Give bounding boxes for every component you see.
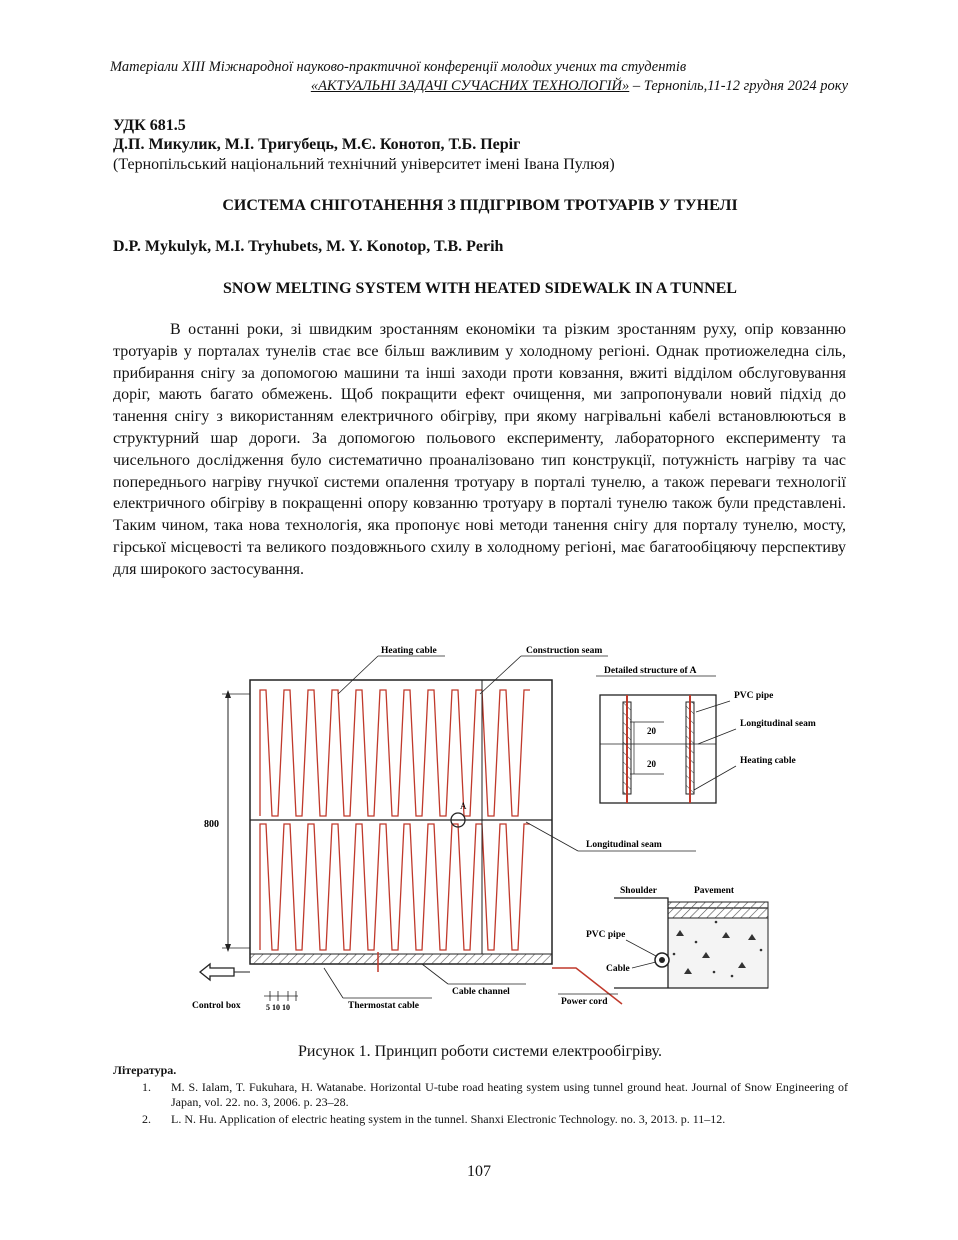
reference-item (142, 1112, 848, 1127)
cable-label: Cable (606, 964, 630, 974)
leader-line (480, 656, 521, 694)
title-ukrainian: СИСТЕМА СНІГОТАНЕННЯ З ПІДІГРІВОМ ТРОТУАРІВ У ТУНЕЛІ (222, 197, 738, 214)
control-box-arrow-icon (200, 964, 234, 980)
affiliation: (Тернопільський національний технічний університет імені Івана Пулюя) (113, 156, 615, 173)
detailed-structure-label: Detailed structure of A (604, 666, 697, 676)
detail-dim-20-b: 20 (647, 759, 656, 769)
conference-place-date: – Тернопіль,11-12 грудня 2024 року (629, 78, 848, 94)
heating-cable-top-label: Heating cable (381, 646, 437, 656)
pavement-label: Pavement (694, 886, 735, 896)
figure-diagram (186, 632, 856, 1016)
running-header-line2 (110, 77, 848, 96)
leader-line (422, 964, 448, 984)
leader-line (626, 940, 656, 956)
leader-line (696, 701, 730, 712)
detail-dim-20-a: 20 (647, 726, 656, 736)
reference-number: 2. (142, 1112, 151, 1126)
references-title: Література. (113, 1063, 177, 1077)
heating-cable-loop (260, 824, 530, 950)
references-list (142, 1080, 848, 1129)
title-english: SNOW MELTING SYSTEM WITH HEATED SIDEWALK IN A TUNNEL (223, 280, 737, 297)
thermostat-cable-label: Thermostat cable (348, 1001, 419, 1011)
cable-channel-label: Cable channel (452, 987, 510, 997)
spacing-dims-label: 5 10 10 (266, 1003, 290, 1012)
heating-cable-loop (260, 690, 530, 816)
leader-line (338, 656, 378, 694)
heating-cable-detail-label: Heating cable (740, 756, 796, 766)
reference-number: 1. (142, 1080, 151, 1094)
longitudinal-seam-detail-label: Longitudinal seam (740, 719, 816, 729)
figure-caption: Рисунок 1. Принцип роботи системи електрообігріву. (297, 1043, 663, 1060)
section-pavement-layer (668, 902, 768, 918)
leader-line (698, 729, 736, 744)
power-cord-label: Power cord (561, 997, 608, 1007)
abstract-paragraph: В останні роки, зі швидким зростанням економіки та різким зростанням руху, опір ковзанню тротуарів у порталах тунелів стає все більш важливим у холодному регіоні. Однак протиожеледна сіль, прибирання снігу за допомогою машини та інші заходи проти ковзання, вжиті відділом обслуговування доріг, мають багато обмежень. Щоб покращити ефект очищення, ми запропонували новий підхід до танення снігу з використанням електричного обігріву, при якому нагрівальні кабелі встановлюються в структурний шар дороги. За допомогою польового експерименту, лабораторного експерименту та чисельного дослідження було систематично проаналізовано тип конструкції, потужність нагріву та час попереднього нагріву гнучкої системи опалення тротуару в порталі тунелю, а також переваги технології електричного обігріву в покращенні опору ковзанню тротуару в порталі тунелю також були представлені. Таким чином, така нова технологія, яка пропонує нові методи танення снігу для порталу тунелю, мосту, гірської місцевості та великого поздовжнього схилу в холодному регіоні, має багатообіцяючу перспективу для широкого застосування. (113, 321, 846, 578)
shoulder-label: Shoulder (620, 886, 657, 896)
section-concrete-layer (668, 918, 768, 988)
reference-text: L. N. Hu. Application of electric heating system in the tunnel. Shanxi Electronic Technology. no. 3, 2013. p. 11–12. (171, 1112, 726, 1126)
pvc-pipe-detail-label: PVC pipe (734, 691, 774, 701)
pvc-pipe-section-label: PVC pipe (586, 930, 626, 940)
construction-seam-label: Construction seam (526, 646, 603, 656)
authors-english: D.P. Mykulyk, M.I. Tryhubets, M. Y. Konotop, T.B. Perih (113, 238, 504, 255)
longitudinal-seam-label: Longitudinal seam (586, 840, 662, 850)
reference-text: M. S. Ialam, T. Fukuhara, H. Watanabe. Horizontal U-tube road heating system using tunnel ground heat. Journal of Snow Engineering of Japan, vol. 22. no. 3, 2006. p. 23–28. (171, 1080, 848, 1109)
authors-ukrainian: Д.П. Микулик, М.І. Тригубець, М.Є. Конотоп, Т.Б. Періг (113, 136, 521, 153)
running-header (110, 58, 848, 96)
plan-frame (250, 680, 552, 964)
leader-line (694, 766, 736, 790)
running-header-line1: Матеріали XIII Міжнародної науково-практичної конференції молодих учених та студентів (110, 59, 687, 75)
conference-name: «АКТУАЛЬНІ ЗАДАЧІ СУЧАСНИХ ТЕХНОЛОГІЙ» (310, 78, 630, 94)
control-box-label: Control box (192, 1001, 241, 1011)
udc-code: УДК 681.5 (113, 117, 186, 134)
reference-item (142, 1080, 848, 1110)
dimension-800-label: 800 (204, 819, 219, 830)
page-number: 107 (467, 1163, 491, 1180)
cable-channel-strip (250, 954, 552, 964)
section-cable (659, 957, 665, 963)
figure-heating-system (186, 632, 856, 1016)
point-a-label: A (460, 801, 467, 811)
leader-line (324, 968, 343, 998)
leader-line (632, 962, 656, 968)
